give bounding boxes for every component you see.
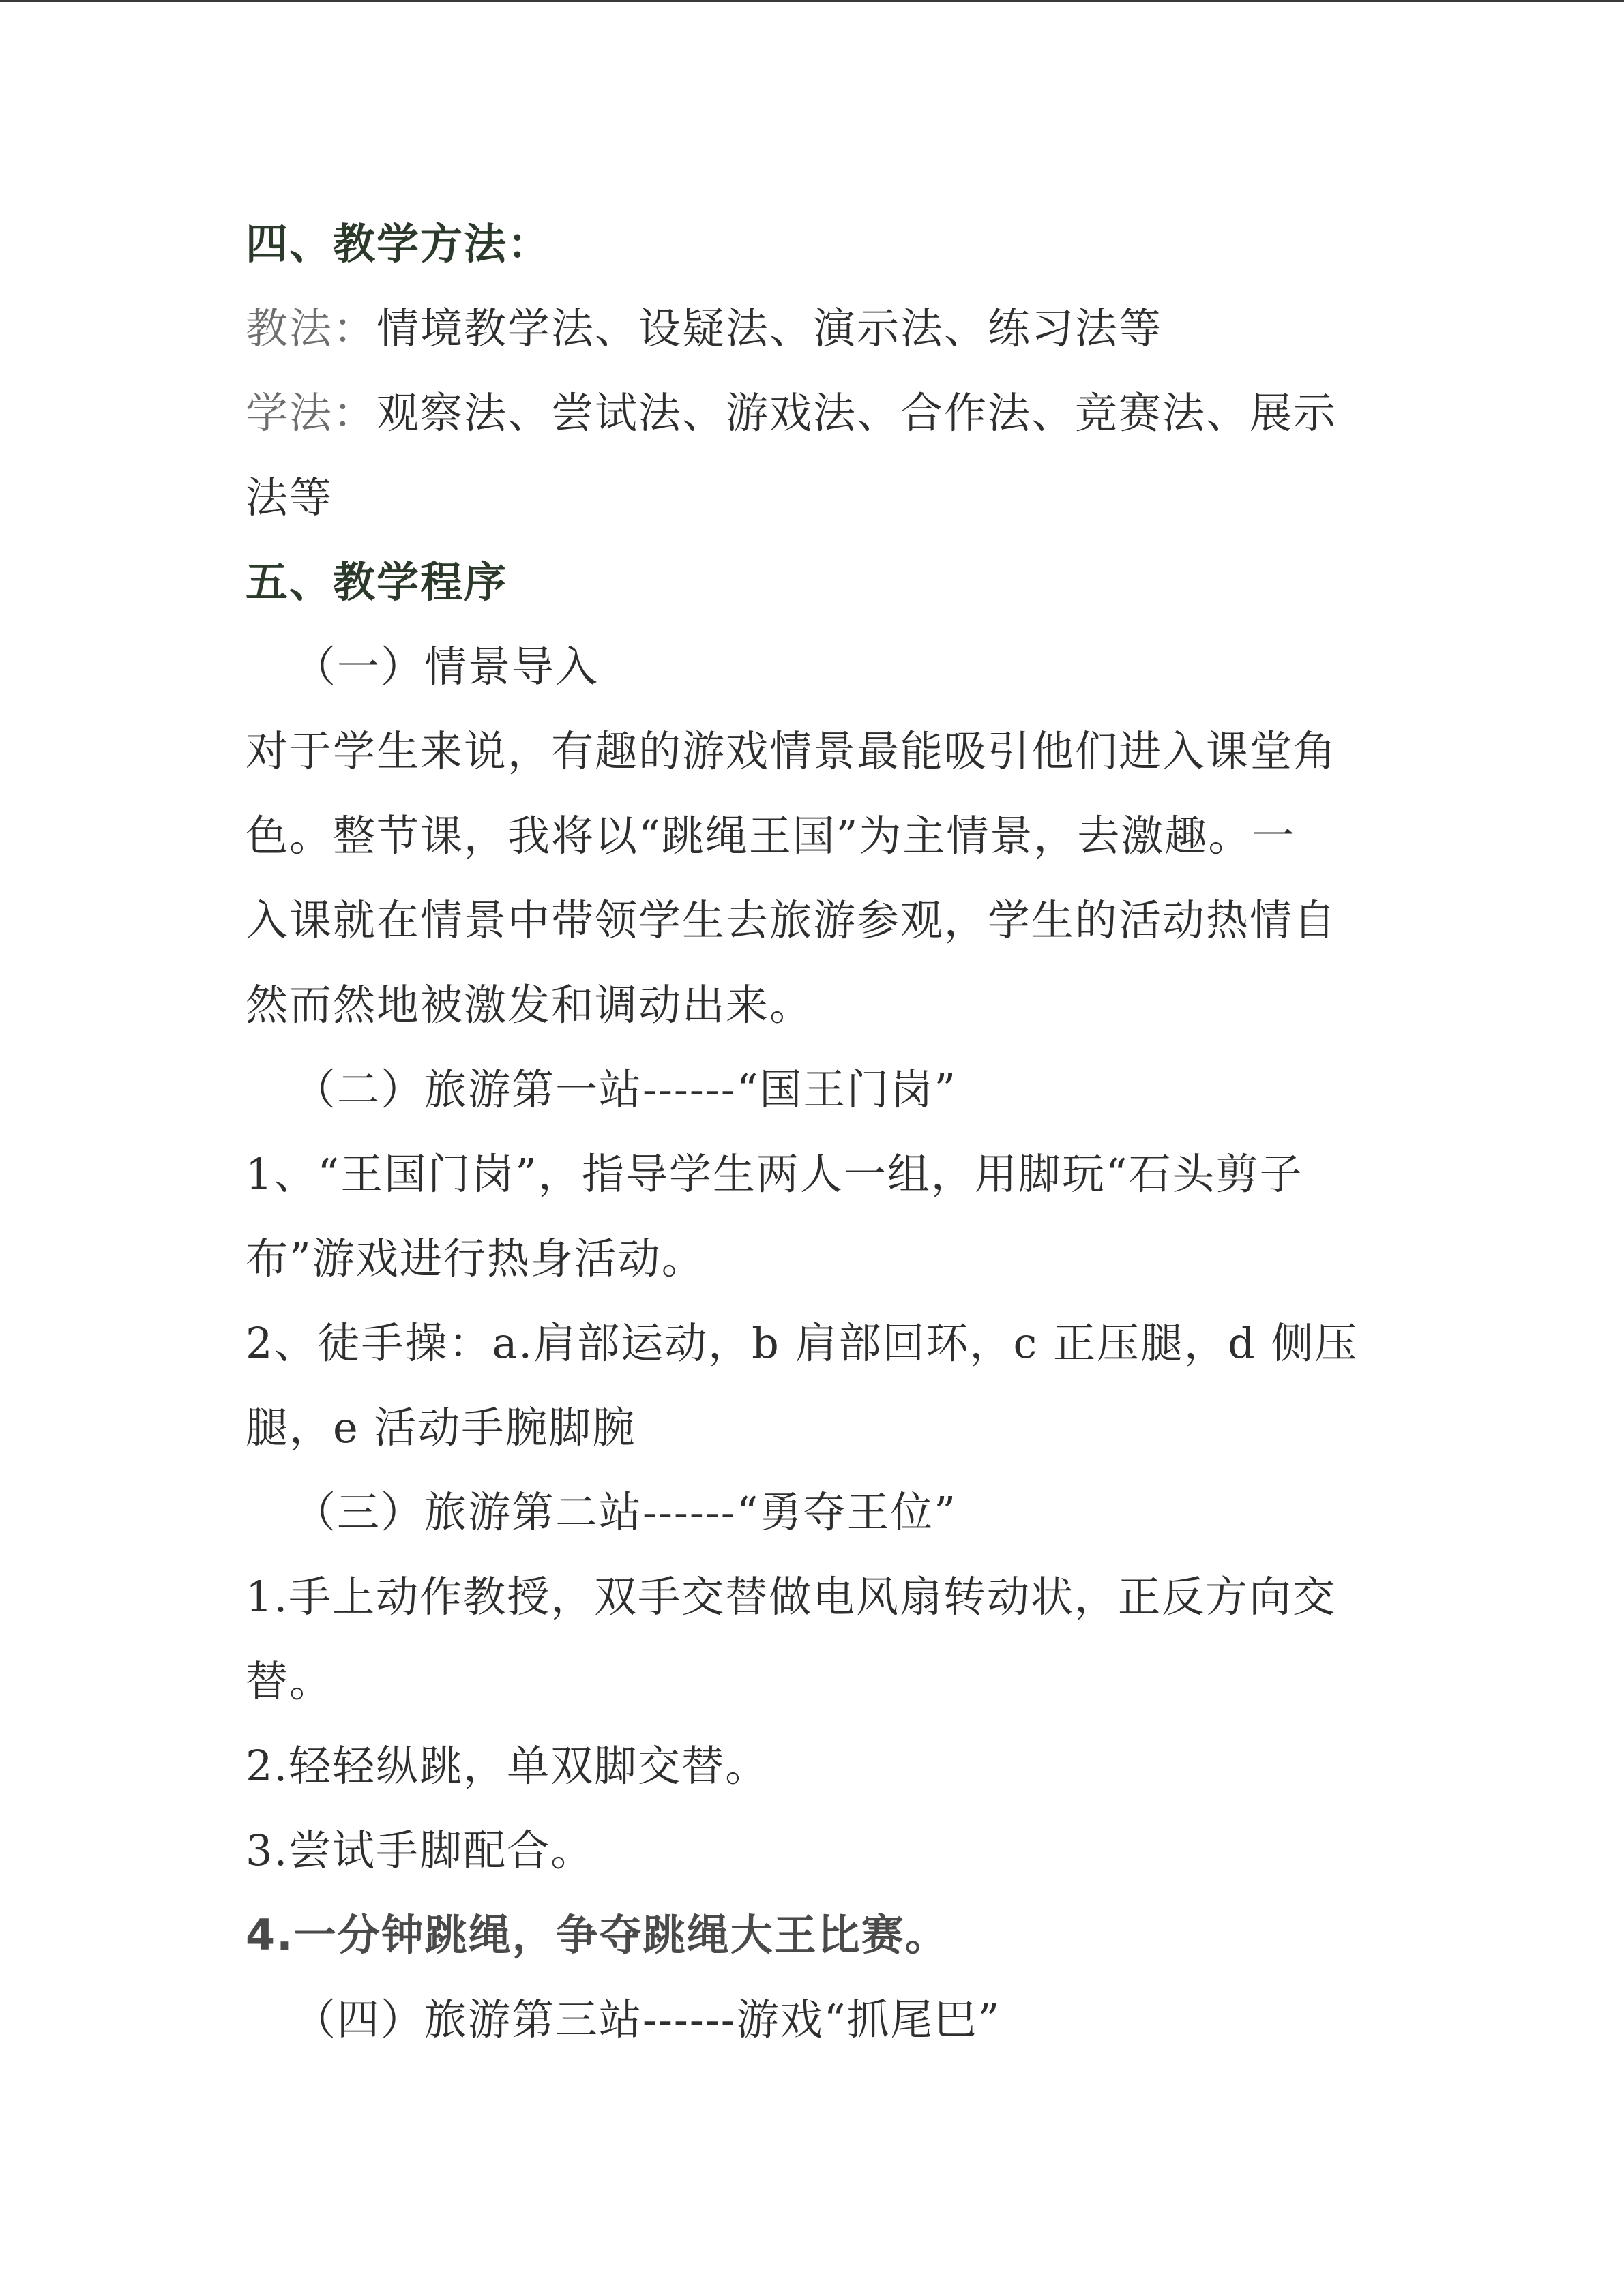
paragraph-line: 2、徒手操：a.肩部运动，b 肩部回环，c 正压腿，d 侧压	[246, 1318, 1359, 1368]
teaching-methods-label: 教法：	[246, 303, 377, 353]
paragraph-line: 色。整节课，我将以“跳绳王国”为主情景，去激趣。一	[246, 811, 1296, 861]
part-1-title: （一）情景导入	[293, 642, 600, 691]
emphasized-line: 4.一分钟跳绳，争夺跳绳大王比赛。	[246, 1910, 949, 1960]
paragraph-line: 然而然地被激发和调动出来。	[246, 980, 814, 1030]
part-2-title: （二）旅游第一站------“国王门岗”	[293, 1064, 958, 1114]
part-4-title: （四）旅游第三站------游戏“抓尾巴”	[293, 1995, 1001, 2044]
learning-methods-label: 学法：	[246, 388, 377, 438]
paragraph-line: 3.尝试手脚配合。	[246, 1825, 595, 1875]
paragraph-line: 布”游戏进行热身活动。	[246, 1234, 705, 1283]
teaching-methods-line	[246, 286, 1391, 371]
paragraph-line: 2.轻轻纵跳，单双脚交替。	[246, 1741, 769, 1791]
learning-methods-line	[246, 371, 1391, 456]
part-3-title: （三）旅游第二站------“勇夺王位”	[293, 1487, 958, 1537]
paragraph-line: 腿，e 活动手腕脚腕	[246, 1403, 636, 1452]
page-top-border	[0, 0, 1624, 2]
paragraph-line: 1、“王国门岗”，指导学生两人一组，用脚玩“石头剪子	[246, 1149, 1303, 1199]
paragraph-line: 1.手上动作教授，双手交替做电风扇转动状，正反方向交	[246, 1572, 1337, 1622]
learning-methods-text: 观察法、尝试法、游戏法、合作法、竞赛法、展示	[377, 388, 1338, 438]
learning-methods-continuation: 法等	[246, 473, 334, 522]
paragraph-line: 对于学生来说，有趣的游戏情景最能吸引他们进入课堂角	[246, 726, 1338, 776]
paragraph-line: 替。	[246, 1656, 334, 1706]
teaching-methods-text: 情境教学法、设疑法、演示法、练习法等	[377, 303, 1163, 353]
paragraph-line: 入课就在情景中带领学生去旅游参观，学生的活动热情自	[246, 895, 1338, 945]
document-body	[246, 202, 1391, 2062]
section-4-heading: 四、教学方法：	[246, 219, 552, 269]
section-5-heading: 五、教学程序	[246, 557, 508, 607]
